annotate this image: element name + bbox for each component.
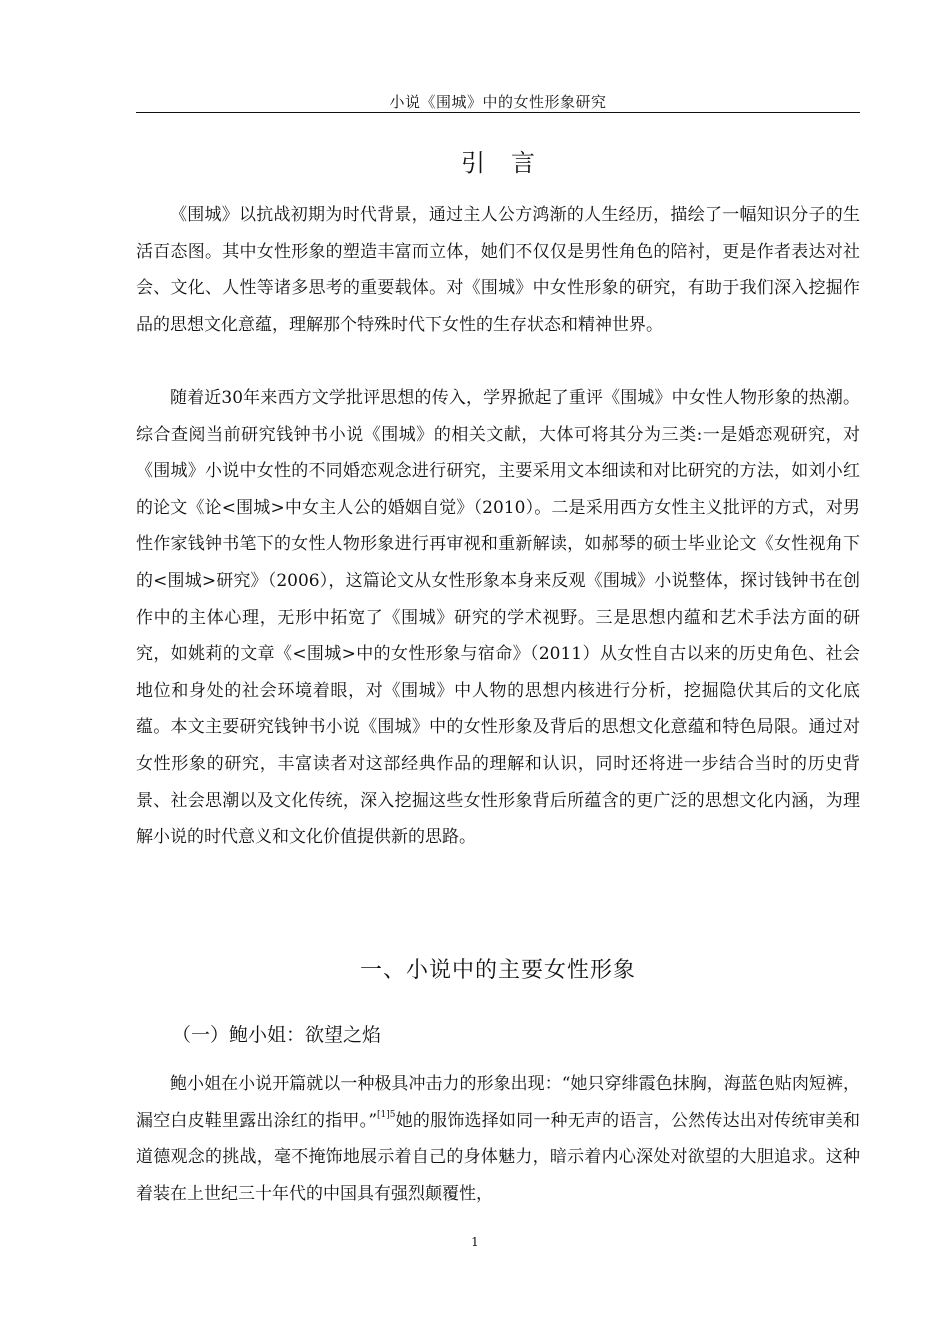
paragraph-text-part-2: 她的服饰选择如同一种无声的语言，公然传达出对传统审美和道德观念的挑战，毫不掩饰地展示着自己的身体魅力，暗示着内心深处对欲望的大胆追求。这种着装在上世纪三十年代的中国具有强烈颠覆性， <box>136 1110 860 1204</box>
intro-paragraph-2: 随着近30年来西方文学批评思想的传入，学界掀起了重评《围城》中女性人物形象的热潮。综合查阅当前研究钱钟书小说《围城》的相关文献，大体可将其分为三类:一是婚恋观研究，对《围城》小说中女性的不同婚恋观念进行研究，主要采用文本细读和对比研究的方法，如刘小红的论文《论<围城>中女主人公的婚姻自觉》（2010）。二是采用西方女性主义批评的方式，对男性作家钱钟书笔下的女性人物形象进行再审视和重新解读，如郝琴的硕士毕业论文《女性视角下的<围城>研究》（2006），这篇论文从女性形象本身来反观《围城》小说整体，探讨钱钟书在创作中的主体心理，无形中拓宽了《围城》研究的学术视野。三是思想内蕴和艺术手法方面的研究，如姚莉的文章《<围城>中的女性形象与宿命》（2011）从女性自古以来的历史角色、社会地位和身处的社会环境着眼，对《围城》中人物的思想内核进行分析，挖掘隐伏其后的文化底蕴。本文主要研究钱钟书小说《围城》中的女性形象及背后的思想文化意蕴和特色局限。通过对女性形象的研究，丰富读者对这部经典作品的理解和认识，同时还将进一步结合当时的历史背景、社会思潮以及文化传统，深入挖掘这些女性形象背后所蕴含的更广泛的思想文化内涵，为理解小说的时代意义和文化价值提供新的思路。 <box>136 388 860 848</box>
body-paragraph <box>136 1066 860 1212</box>
section-heading: 一、小说中的主要女性形象 <box>359 958 636 983</box>
header-rule <box>136 112 860 113</box>
intro-paragraph-1: 《围城》以抗战初期为时代背景，通过主人公方鸿渐的人生经历，描绘了一幅知识分子的生活百态图。其中女性形象的塑造丰富而立体，她们不仅仅是男性角色的陪衬，更是作者表达对社会、文化、人性等诸多思考的重要载体。对《围城》中女性形象的研究，有助于我们深入挖掘作品的思想文化意蕴，理解那个特殊时代下女性的生存状态和精神世界。 <box>136 205 860 335</box>
page-number: 1 <box>471 1235 479 1249</box>
paragraph-text-part-1: 鲍小姐在小说开篇就以一种极具冲击力的形象出现：“她只穿绯霞色抹胸，海蓝色贴肉短裤，漏空白皮鞋里露出涂红的指甲。” <box>136 1074 860 1131</box>
page-title: 引言 <box>461 149 561 177</box>
subsection-heading: （一）鲍小姐：欲望之焰 <box>172 1024 382 1046</box>
running-header: 小说《围城》中的女性形象研究 <box>389 93 607 111</box>
citation-marker: [1]5 <box>377 1109 396 1120</box>
